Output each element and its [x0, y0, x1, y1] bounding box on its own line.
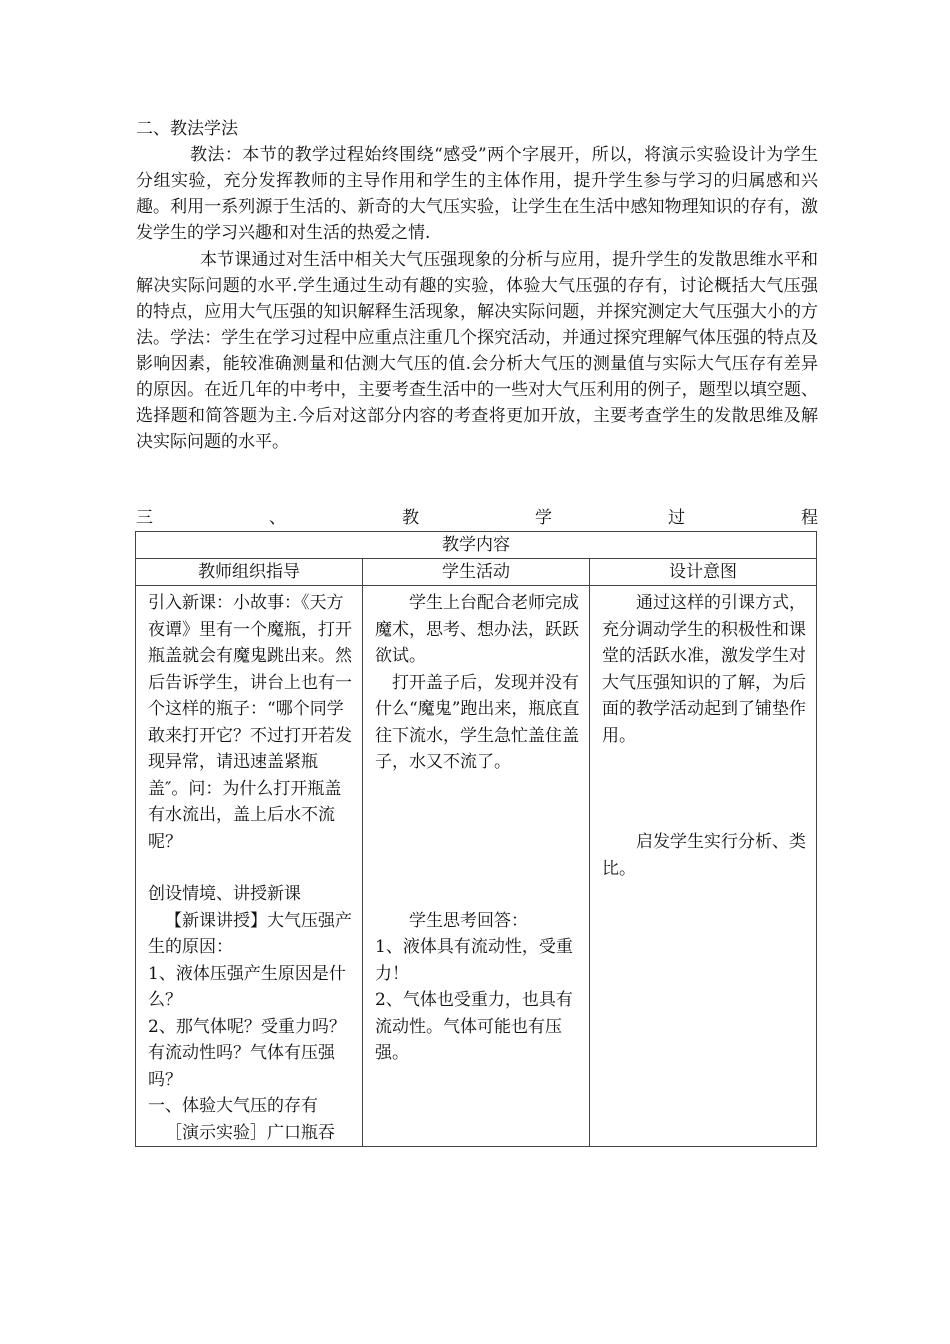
student-activity-cell: [363, 586, 590, 1147]
student-think: 学生思考回答：: [409, 910, 528, 931]
student-activity-2: 打开盖子后，发现并没有什么“魔鬼”跑出来，瓶底直往下流水，学生急忙盖住盖子，水又不流了。: [375, 672, 580, 772]
table-title-row: [136, 532, 817, 559]
teacher-question-1: 1、液体压强产生原因是什么？: [148, 963, 346, 1010]
heading-char: 学: [535, 508, 552, 528]
teacher-intro: 引入新课：小故事：《天方夜谭》里有一个魔瓶，打开瓶盖就会有魔鬼跳出来。然后告诉学生，讲台上也有一个这样的瓶子：“哪个同学敢来打开它？不过打开若发现异常，请迅速盖紧瓶盖″。问：为什么打开瓶盖有水流出，盖上后水不流呢？: [148, 593, 352, 852]
student-activity-1: 学生上台配合老师完成魔术，思考、想办法，跃跃欲试。: [375, 593, 579, 666]
heading-char: 过: [668, 508, 685, 528]
table-header-row: [136, 559, 817, 586]
section-heading-teaching-process: [136, 506, 818, 530]
teacher-question-2: 2、那气体呢？受重力吗？有流动性吗？气体有压强吗？: [148, 1016, 346, 1090]
student-answer-1: 1、液体具有流动性，受重力！: [375, 937, 573, 984]
column-header-teacher: 教师组织指导: [136, 559, 363, 586]
teacher-guidance-cell: [136, 586, 363, 1147]
design-intent-1: 通过这样的引课方式，充分调动学生的积极性和课堂的活跃水准，激发学生对大气压强知识的了解，为后面的教学活动起到了铺垫作用。: [602, 593, 806, 746]
paragraph-learning-method: 本节课通过对生活中相关大气压强现象的分析与应用，提升学生的发散思维水平和解决实际问题的水平.学生通过生动有趣的实验，体验大气压强的存有，讨论概括大气压强的特点，应用大气压强的知识解释生活现象，解决实际问题，并探究测定大气压强大小的方法。学法：学生在学习过程中应重点注重几个探究活动，并通过探究理解气体压强的特点及影响因素，能较准确测量和估测大气压的值.会分析大气压的测量值与实际大气压存有差异的原因。在近几年的中考中，主要考查生活中的一些对大气压利用的例子，题型以填空题、选择题和简答题为主.今后对这部分内容的考查将更加开放，主要考查学生的发散思维及解决实际问题的水平。: [136, 250, 818, 452]
teacher-situation: 创设情境、讲授新课: [148, 884, 301, 904]
heading-char: 程: [801, 508, 818, 528]
heading-char: 、: [269, 508, 286, 528]
student-answer-2: 2、气体也受重力，也具有流动性。气体可能也有压强。: [375, 990, 573, 1063]
section-heading-teaching-methods: 二、教法学法: [136, 119, 238, 139]
column-header-student: 学生活动: [363, 559, 590, 586]
heading-char: 三: [136, 508, 153, 528]
table-title: 教学内容: [136, 532, 817, 559]
design-intent-cell: [590, 586, 817, 1147]
heading-char: 教: [402, 508, 419, 528]
teacher-new-lesson: 【新课讲授】大气压强产生的原因：: [148, 910, 352, 957]
teacher-experience-title: 一、体验大气压的存有: [148, 1096, 318, 1116]
teaching-process-table: [135, 531, 817, 1147]
design-intent-2: 启发学生实行分析、类比。: [602, 832, 806, 879]
column-header-intent: 设计意图: [590, 559, 817, 586]
teacher-demo-experiment: ［演示实验］广口瓶吞: [165, 1122, 335, 1143]
paragraph-teaching-method: 教法：本节的教学过程始终围绕“感受”两个字展开，所以，将演示实验设计为学生分组实验，充分发挥教师的主导作用和学生的主体作用，提升学生参与学习的归属感和兴趣。利用一系列源于生活的、新奇的大气压实验，让学生在生活中感知物理知识的存有，激发学生的学习兴趣和对生活的热爱之情.: [136, 145, 818, 243]
table-content-row: [136, 586, 817, 1147]
